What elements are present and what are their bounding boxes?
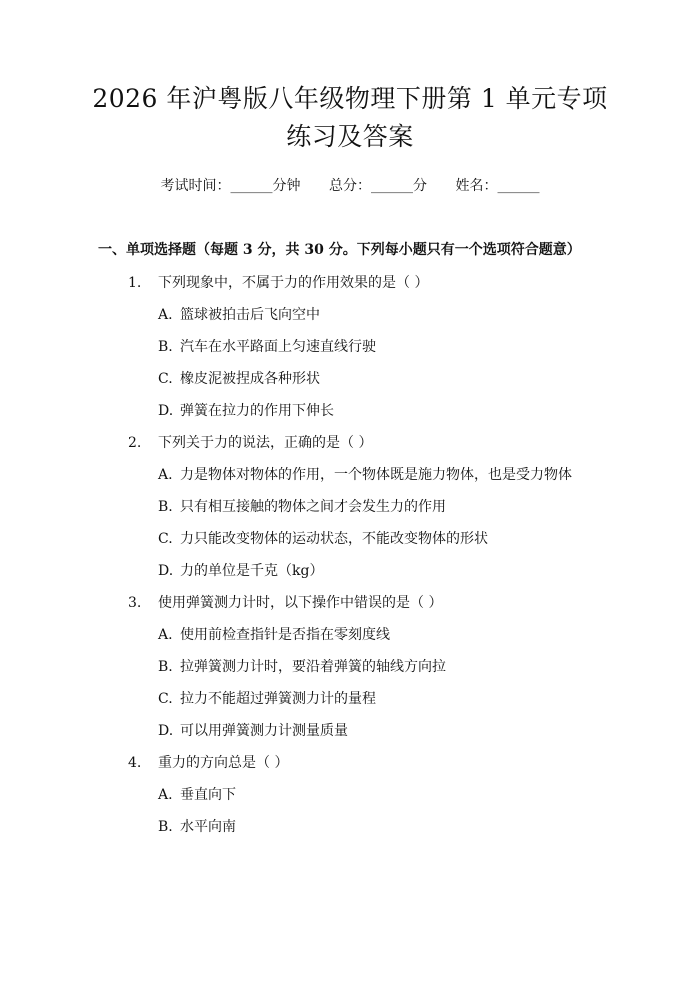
option-label: A. — [158, 787, 173, 803]
question-2-option-c — [40, 530, 660, 548]
option-label: D. — [158, 723, 174, 739]
exam-time-blank: ______ — [230, 178, 273, 194]
option-label: A. — [158, 627, 173, 643]
question-text: 下列关于力的说法，正确的是（ ） — [158, 435, 373, 451]
option-label: C. — [158, 691, 173, 707]
question-1-option-d — [40, 402, 660, 420]
option-label: B. — [158, 819, 173, 835]
question-text: 重力的方向总是（ ） — [158, 755, 289, 771]
option-text: 力是物体对物体的作用，一个物体既是施力物体，也是受力物体 — [180, 467, 572, 483]
question-1 — [40, 274, 660, 292]
document-page — [0, 80, 700, 985]
option-text: 汽车在水平路面上匀速直线行驶 — [180, 339, 376, 355]
question-2-option-b — [40, 498, 660, 516]
option-text: 拉弹簧测力计时，要沿着弹簧的轴线方向拉 — [180, 659, 446, 675]
option-text: 篮球被拍击后飞向空中 — [180, 307, 320, 323]
question-3-option-d — [40, 722, 660, 740]
name-field — [455, 176, 539, 196]
question-1-option-a — [40, 306, 660, 324]
question-number: 1. — [128, 275, 142, 291]
question-number: 3. — [128, 595, 142, 611]
option-text: 可以用弹簧测力计测量质量 — [180, 723, 348, 739]
option-text: 力只能改变物体的运动状态，不能改变物体的形状 — [180, 531, 488, 547]
option-label: A. — [158, 307, 173, 323]
question-number: 2. — [128, 435, 142, 451]
name-label: 姓名： — [455, 178, 498, 194]
exam-time-label: 考试时间： — [160, 178, 231, 194]
exam-time-field — [161, 176, 301, 196]
question-3-option-a — [40, 626, 660, 644]
exam-time-unit: 分钟 — [272, 178, 301, 194]
question-2 — [40, 434, 660, 452]
option-label: D. — [158, 563, 174, 579]
question-number: 4. — [128, 755, 142, 771]
score-label: 总分： — [329, 178, 371, 194]
option-text: 拉力不能超过弹簧测力计的量程 — [180, 691, 376, 707]
title-line-1: 2026 年沪粤版八年级物理下册第 1 单元专项 — [92, 84, 608, 113]
question-4-option-b — [40, 818, 660, 836]
question-2-option-a — [40, 466, 660, 484]
option-label: B. — [158, 659, 173, 675]
score-blank: ______ — [371, 178, 413, 194]
option-text: 力的单位是千克（kg） — [180, 563, 324, 579]
option-label: B. — [158, 339, 173, 355]
option-label: B. — [158, 499, 173, 515]
question-4 — [40, 754, 660, 772]
option-text: 橡皮泥被捏成各种形状 — [180, 371, 320, 387]
question-4-option-a — [40, 786, 660, 804]
question-3-option-c — [40, 690, 660, 708]
question-3-option-b — [40, 658, 660, 676]
option-label: C. — [158, 531, 173, 547]
title-line-2: 练习及答案 — [286, 122, 414, 151]
question-3 — [40, 594, 660, 612]
question-2-option-d — [40, 562, 660, 580]
option-text: 垂直向下 — [180, 787, 236, 803]
question-text: 使用弹簧测力计时，以下操作中错误的是（ ） — [158, 595, 443, 611]
option-label: A. — [158, 467, 173, 483]
question-text: 下列现象中，不属于力的作用效果的是（ ） — [158, 275, 429, 291]
score-unit: 分 — [413, 178, 427, 194]
option-text: 使用前检查指针是否指在零刻度线 — [180, 627, 390, 643]
section-heading: 一、单项选择题（每题 3 分，共 30 分。下列每小题只有一个选项符合题意） — [98, 242, 581, 258]
option-text: 弹簧在拉力的作用下伸长 — [180, 403, 334, 419]
question-1-option-b — [40, 338, 660, 356]
option-text: 水平向南 — [180, 819, 236, 835]
exam-info — [40, 176, 660, 196]
name-blank: ______ — [497, 178, 540, 194]
document-title — [40, 80, 660, 156]
option-text: 只有相互接触的物体之间才会发生力的作用 — [180, 499, 446, 515]
option-label: D. — [158, 403, 174, 419]
question-1-option-c — [40, 370, 660, 388]
score-field — [329, 176, 427, 196]
option-label: C. — [158, 371, 173, 387]
